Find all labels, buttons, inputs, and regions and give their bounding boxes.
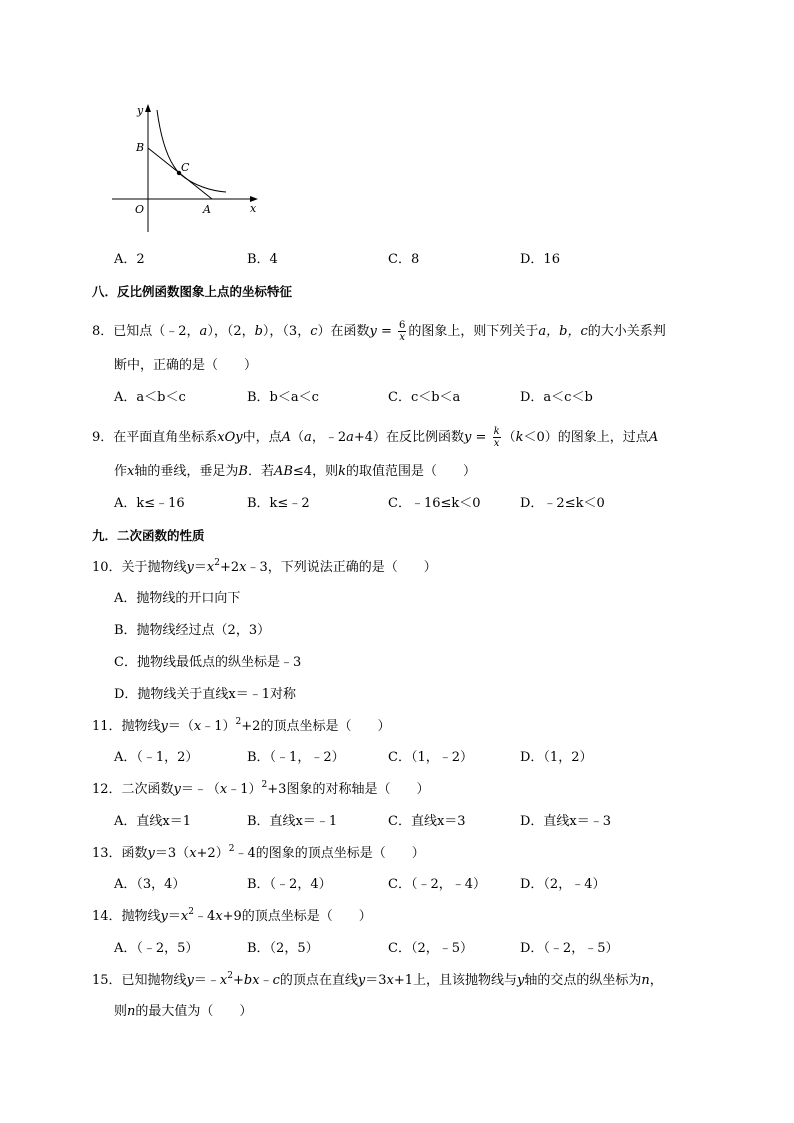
- q12-option-c: C．直线x＝3: [388, 814, 466, 829]
- q11-option-c: C．（1，﹣2）: [388, 750, 473, 765]
- q13-option-d: D．（2，﹣4）: [520, 877, 606, 892]
- axis-x-label: x: [250, 202, 257, 215]
- q14-option-d: D．（﹣2，﹣5）: [520, 941, 619, 956]
- q12-option-a: A．直线x＝1: [114, 814, 191, 829]
- q8-stem-line2: 断中，正确的是（ ）: [114, 358, 258, 373]
- q9-option-c: C．﹣16≤k＜0: [388, 496, 481, 511]
- point-c-label: C: [181, 161, 190, 174]
- q13-stem: 13．函数$y=3(x+2)^2﹣4$的图象的顶点坐标是（ ）: [92, 844, 425, 861]
- q10-option-d: D．抛物线关于直线x＝﹣1对称: [114, 687, 297, 702]
- section-heading-8: 八．反比例函数图象上点的坐标特征: [92, 284, 293, 299]
- q12-option-d: D．直线x＝﹣3: [520, 814, 612, 829]
- q9-option-b: B．k≤﹣2: [247, 496, 310, 511]
- q10-option-c: C．抛物线最低点的纵坐标是﹣3: [114, 655, 302, 670]
- q8-option-c: C．c＜b＜a: [388, 390, 461, 405]
- q10-option-b: B．抛物线经过点（2，3）: [114, 623, 271, 638]
- y-axis-arrow: [145, 104, 151, 112]
- origin-label: O: [135, 203, 145, 216]
- q10-stem: 10．关于抛物线$y=x^2+2x﹣3$，下列说法正确的是（ ）: [92, 558, 437, 575]
- q9-option-d: D．﹣2≤k＜0: [520, 496, 605, 511]
- q12-stem: 12．二次函数y＝﹣（x﹣1）$^2$+3图象的对称轴是（ ）: [92, 780, 430, 797]
- q8-stem-line1: 8．已知点（﹣2，a），（2，b），（3，c）在函数y = $\frac{6}{x}$ 的图象上，则下列关于a，b，c的大小关系判: [92, 320, 666, 343]
- q13-option-c: C．（﹣2，﹣4）: [388, 877, 486, 892]
- q12-option-b: B．直线x＝﹣1: [247, 814, 338, 829]
- q11-option-a: A．（﹣1，2）: [114, 750, 199, 765]
- q9-option-a: A．k≤﹣16: [114, 496, 185, 511]
- q11-option-d: D．（1，2）: [520, 750, 593, 765]
- q15-stem-line1: 15．已知抛物线$y=﹣x^2+bx﹣c$的顶点在直线y＝3x+1上，且该抛物线与y轴的交点的纵坐标为n，: [92, 971, 663, 988]
- q13-option-a: A．（3，4）: [114, 877, 186, 892]
- q8-option-d: D．a＜c＜b: [520, 390, 593, 405]
- q11-option-b: B．（﹣1，﹣2）: [247, 750, 345, 765]
- axis-y-label: y: [137, 104, 144, 117]
- q7-option-a: A．2: [114, 252, 145, 267]
- q14-option-c: C．（2，﹣5）: [388, 941, 473, 956]
- section-heading-9: 九．二次函数的性质: [92, 528, 205, 543]
- q8-option-b: B．b＜a＜c: [247, 390, 319, 405]
- q7-option-d: D．16: [520, 252, 560, 267]
- function-graph: [108, 100, 268, 240]
- hyperbola-curve: [157, 110, 226, 192]
- q9-stem-line2: 作x轴的垂线，垂足为B．若AB≤4，则k的取值范围是（ ）: [114, 464, 476, 479]
- q9-stem-line1: 9．在平面直角坐标系xOy中，点A（a，﹣2a+4）在反比例函数y = $\frac{k}{x}$ （k＜0）的图象上，过点A: [92, 426, 659, 449]
- point-a-label: A: [203, 203, 211, 216]
- q14-stem: 14．抛物线$y=x^2﹣4x+9$的顶点坐标是（ ）: [92, 907, 372, 924]
- q7-option-c: C．8: [388, 252, 420, 267]
- q15-stem-line2: 则n的最大值为（ ）: [114, 1004, 253, 1019]
- q14-option-a: A．（﹣2，5）: [114, 941, 199, 956]
- q13-option-b: B．（﹣2，4）: [247, 877, 332, 892]
- q8-option-a: A．a＜b＜c: [114, 390, 186, 405]
- q8-fraction: $\frac{6}{x}$: [399, 320, 406, 343]
- point-b-label: B: [136, 141, 145, 154]
- q10-option-a: A．抛物线的开口向下: [114, 591, 241, 606]
- q9-fraction: $\frac{k}{x}$: [493, 426, 500, 449]
- q7-option-b: B．4: [247, 252, 278, 267]
- q11-stem: 11．抛物线y＝（x﹣1）$^2$+2的顶点坐标是（ ）: [92, 717, 391, 734]
- q14-option-b: B．（2，5）: [247, 941, 319, 956]
